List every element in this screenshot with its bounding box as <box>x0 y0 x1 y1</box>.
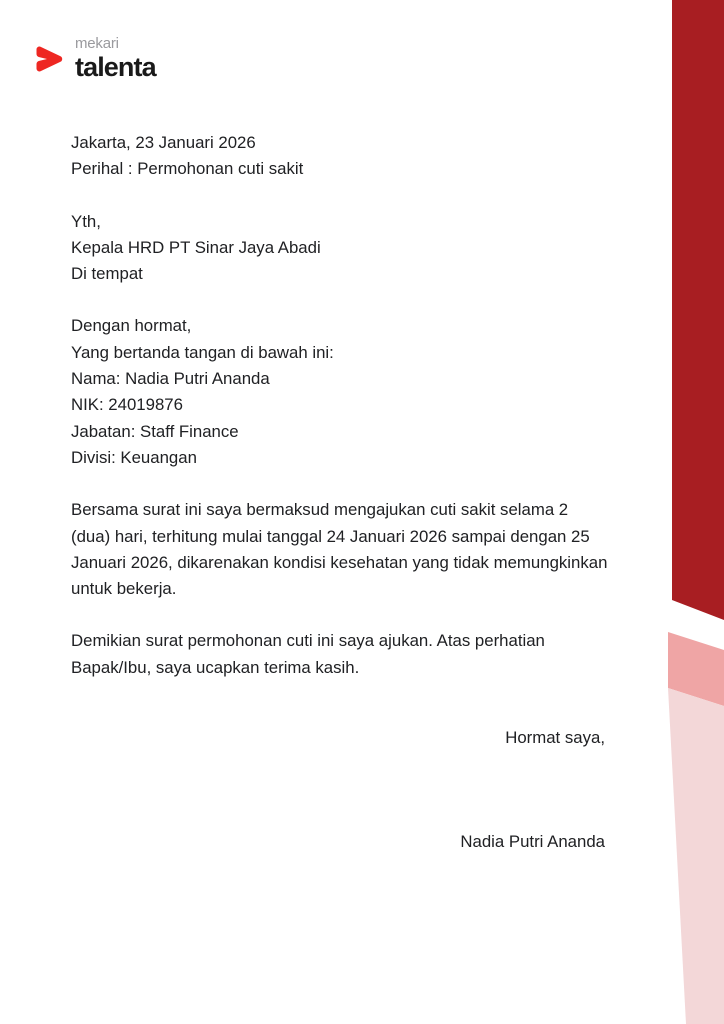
brand-wordmark <box>75 36 156 81</box>
recipient-organization: Kepala HRD PT Sinar Jaya Abadi <box>71 237 321 257</box>
ribbon-light-pink-shape <box>668 688 724 1024</box>
brand-name-talenta: talenta <box>75 52 156 82</box>
recipient-block <box>71 209 611 288</box>
place-date-block <box>71 130 611 183</box>
detail-name: Nama: Nadia Putri Ananda <box>71 369 270 389</box>
signature-name: Nadia Putri Ananda <box>460 832 605 852</box>
brand-logo <box>32 36 156 81</box>
ribbon-medium-pink-shape <box>668 632 724 706</box>
spacer <box>71 602 611 628</box>
detail-position: Jabatan: Staff Finance <box>71 421 239 441</box>
detail-division: Divisi: Keuangan <box>71 447 197 467</box>
undersigned-line: Yang bertanda tangan di bawah ini: <box>71 342 334 362</box>
mekari-chevron-logo-icon <box>32 42 66 76</box>
letter-body <box>71 130 611 856</box>
sender-details-block <box>71 313 611 471</box>
detail-nik: NIK: 24019876 <box>71 395 183 415</box>
spacer <box>71 287 611 313</box>
spacer <box>71 471 611 497</box>
recipient-salutation: Yth, <box>71 211 101 231</box>
closing-salutation: Hormat saya, <box>505 728 605 748</box>
decorative-ribbon <box>664 0 724 1024</box>
brand-name-mekari: mekari <box>75 35 119 52</box>
body-paragraph: Bersama surat ini saya bermaksud mengajukan cuti sakit selama 2 (dua) hari, terhitung mulai tanggal 24 Januari 2026 sampai dengan 25 Januari 2026, dikarenakan kondisi kesehatan yang tidak memungkinkan untuk bekerja. <box>71 500 608 599</box>
recipient-location: Di tempat <box>71 264 143 284</box>
ribbon-dark-red-shape <box>672 0 724 620</box>
place-and-date: Jakarta, 23 Januari 2026 <box>71 133 256 152</box>
spacer <box>71 183 611 209</box>
opening-greeting: Dengan hormat, <box>71 316 192 336</box>
closing-paragraph: Demikian surat permohonan cuti ini saya ajukan. Atas perhatian Bapak/Ibu, saya ucapkan terima kasih. <box>71 631 545 677</box>
letter-subject: Perihal : Permohonan cuti sakit <box>71 159 304 179</box>
